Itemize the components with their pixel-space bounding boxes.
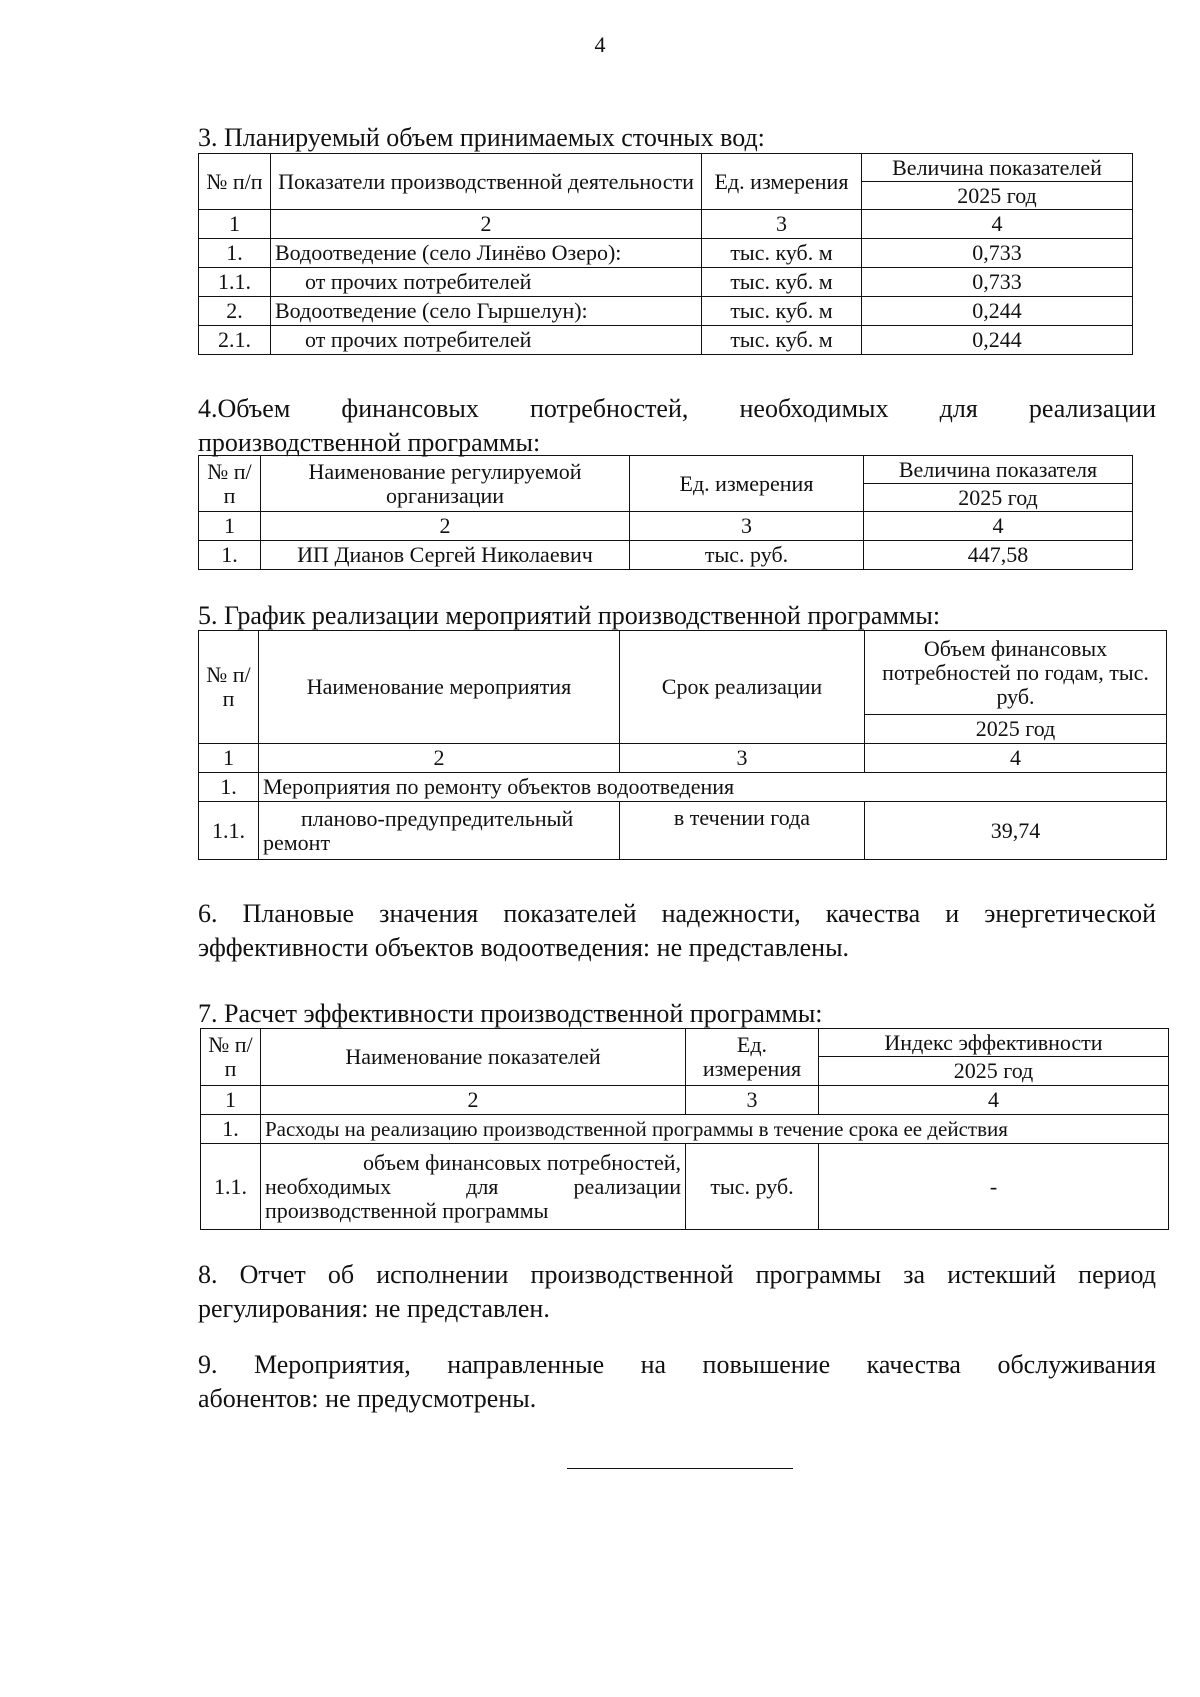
row-name: Водоотведение (село Линёво Озеро): [271,239,702,268]
row-name: Водоотведение (село Гыршелун): [271,297,702,326]
row-value: 39,74 [865,802,1167,860]
col-num-1: 1 [199,512,261,541]
group-num: 1. [201,1115,261,1144]
header-name: Наименование мероприятия [259,631,620,744]
schedule-table [198,630,1167,860]
row-unit: тыс. куб. м [702,326,862,355]
section-8-text [198,1258,1156,1326]
row-num: 1. [199,239,271,268]
header-unit: Ед. измерения [686,1029,819,1086]
header-value: Величина показателя [864,456,1133,484]
row-num: 2. [199,297,271,326]
row-term: в течении года [620,802,865,860]
header-term: Срок реализации [620,631,865,744]
table-row [199,541,1133,570]
section-9-line: 9. Мероприятия, направленные на повышение качества обслуживания [198,1350,1156,1379]
header-volume: Объем финансовых потребностей по годам, тыс. руб. [865,631,1167,715]
header-num: № п/п [199,456,261,512]
col-num-2: 2 [261,1086,686,1115]
section-8-line: 8. Отчет об исполнении производственной программы за истекший период [198,1260,1156,1289]
table-row [199,802,1167,860]
row-name: от прочих потребителей [271,326,702,355]
row-unit: тыс. руб. [686,1144,819,1230]
row-unit: тыс. куб. м [702,268,862,297]
col-num-1: 1 [201,1086,261,1115]
header-indicators: Показатели производственной деятельности [271,154,702,210]
header-num: № п/п [199,631,259,744]
row-name: от прочих потребителей [271,268,702,297]
row-name-line: объем финансовых потребностей, [362,1149,681,1175]
section-6-text [198,897,1156,965]
col-num-4: 4 [864,512,1133,541]
section-6-line: эффективности объектов водоотведения: не представлены. [198,933,850,962]
table-row [199,326,1133,355]
header-year: 2025 год [865,715,1167,744]
header-year: 2025 год [862,182,1133,210]
row-name-line: планово-предупредительный [301,805,574,831]
header-year: 2025 год [819,1057,1169,1086]
col-num-2: 2 [271,210,702,239]
row-num: 1. [199,541,261,570]
header-index: Индекс эффективности [819,1029,1169,1057]
header-value: Величина показателей [862,154,1133,182]
section-7-title: 7. Расчет эффективности производственной программы: [198,999,823,1028]
section-4-title-line: производственной программы: [198,428,541,457]
col-num-3: 3 [686,1086,819,1115]
row-value: 0,733 [862,268,1133,297]
col-num-4: 4 [865,744,1167,773]
row-value: 0,733 [862,239,1133,268]
col-num-3: 3 [630,512,864,541]
section-5-title: 5. График реализации мероприятий производственной программы: [198,601,941,630]
row-num: 2.1. [199,326,271,355]
section-9-text [198,1348,1156,1416]
row-unit: тыс. куб. м [702,239,862,268]
table-group-row [201,1115,1169,1144]
header-unit: Ед. измерения [630,456,864,512]
col-num-3: 3 [702,210,862,239]
col-num-4: 4 [819,1086,1169,1115]
row-name-line: необходимых для реализации [265,1173,681,1199]
row-num: 1.1. [201,1144,261,1230]
header-name: Наименование показателей [261,1029,686,1086]
wastewater-volume-table [198,153,1133,355]
table-row [199,297,1133,326]
col-num-4: 4 [862,210,1133,239]
col-num-1: 1 [199,210,271,239]
row-value: - [819,1144,1169,1230]
row-name [259,802,620,860]
page-number: 4 [594,32,606,57]
row-num: 1.1. [199,268,271,297]
section-6-line: 6. Плановые значения показателей надежности, качества и энергетической [198,899,1156,928]
group-name: Расходы на реализацию производственной программы в течение срока ее действия [261,1115,1169,1144]
row-name: ИП Дианов Сергей Николаевич [261,541,630,570]
header-year: 2025 год [864,484,1133,512]
col-num-1: 1 [199,744,259,773]
group-name: Мероприятия по ремонту объектов водоотведения [259,773,1167,802]
section-3-title: 3. Планируемый объем принимаемых сточных вод: [198,123,765,152]
row-unit: тыс. куб. м [702,297,862,326]
table-row [201,1144,1169,1230]
efficiency-table [200,1028,1169,1230]
row-value: 0,244 [862,326,1133,355]
row-unit: тыс. руб. [630,541,864,570]
col-num-3: 3 [620,744,865,773]
table-group-row [199,773,1167,802]
section-4-title [198,392,1156,460]
row-num: 1.1. [199,802,259,860]
section-9-line: абонентов: не предусмотрены. [198,1384,537,1413]
col-num-2: 2 [261,512,630,541]
col-num-2: 2 [259,744,620,773]
row-name-line: производственной программы [265,1197,549,1223]
group-num: 1. [199,773,259,802]
financial-needs-table [198,455,1133,570]
table-row [199,268,1133,297]
header-org: Наименование регулируемой организации [261,456,630,512]
row-value: 0,244 [862,297,1133,326]
row-name-line: ремонт [263,829,331,855]
end-separator-line [567,1468,793,1469]
section-8-line: регулирования: не представлен. [198,1294,550,1323]
row-value: 447,58 [864,541,1133,570]
row-name [261,1144,686,1230]
header-unit: Ед. измерения [702,154,862,210]
header-num: № п/п [199,154,271,210]
section-4-title-line: 4.Объем финансовых потребностей, необходимых для реализации [198,394,1156,423]
header-num: № п/п [201,1029,261,1086]
table-row [199,239,1133,268]
